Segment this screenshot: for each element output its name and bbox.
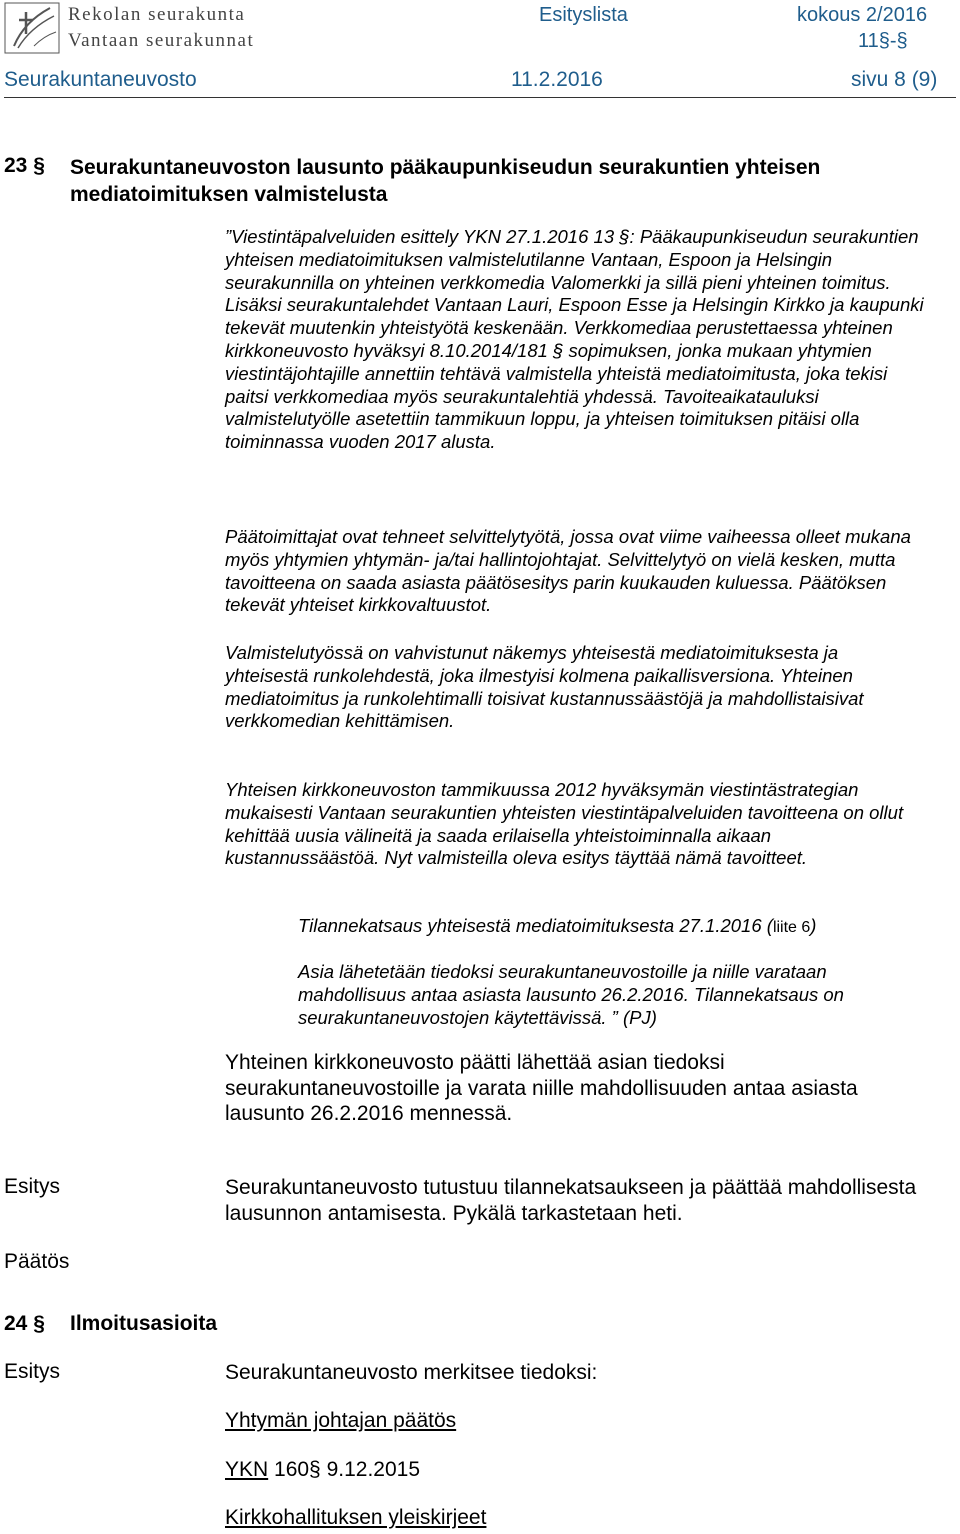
status-report-text: Tilannekatsaus yhteisestä mediatoimituksesta 27.1.2016 ( [298,915,773,936]
header-divider [4,97,956,98]
attachment-ref: liite 6 [772,919,811,936]
status-report-line [298,915,918,940]
section-23-title [70,154,820,208]
proposal-text: Seurakuntaneuvosto tutustuu tilannekatsaukseen ja päättää mahdollisesta lausunnon antamisesta. Pykälä tarkastetaan heti. [225,1176,917,1225]
section-23-title-line2: mediatoimituksen valmistelusta [70,183,388,206]
paragraph-editors: Päätoimittajat ovat tehneet selvittelytyötä, jossa ovat viime vaiheessa olleet mukana myös yhtymien yhtymän- ja/tai hallintojohtajat. Selvittelytyö on vielä kesken, mutta tavoitteena on saada asiasta päätösesitys parin kuukauden kuluessa. Päätöksen tekevät yhteiset kirkkovaltuustot. [225,526,911,616]
section-24-title: Ilmoitusasioita [70,1312,218,1335]
link-church-letters[interactable] [225,1506,486,1530]
status-report-close: ) [810,915,817,936]
link-director-decision[interactable] [225,1409,456,1433]
link-ykn[interactable]: YKN [225,1458,269,1481]
link-director-decision-text[interactable]: Yhtymän johtajan päätös [225,1409,457,1432]
meeting-date: 11.2.2016 [511,68,603,91]
notify-intro: Seurakuntaneuvosto merkitsee tiedoksi: [225,1361,598,1384]
paragraph-strategy: Yhteisen kirkkoneuvoston tammikuussa 2012 hyväksymän viestintästrategian mukaisesti Vantaan seurakuntien yhteisten viestintäpalveluiden tavoitteena on ollut kehittää uusia välineitä ja saada erilaisella yhteistoiminnalla aikaan kustannussäästöä. Nyt valmisteilla oleva esitys täyttää nämä tavoitteet. [225,779,904,869]
section-23-number: 23 § [4,154,45,177]
paragraph-presentation: ”Viestintäpalveluiden esittely YKN 27.1.2016 13 §: Pääkaupunkiseudun seurakuntien yhteisen mediatoimituksen valmistelutilanne Vantaan, Espoon ja Helsingin seurakunnilla on yhteinen verkkomedia Valomerkki ja sillä pieni yhteinen toimitus. Lisäksi seurakuntalehdet Vantaan Lauri, Espoon Esse ja Helsingin Kirkko ja kaupunki tekevät muutenkin yhteistyötä keskenään. Verkkomediaa perustettaessa yhteinen kirkkoneuvosto hyväksyi 8.10.2014/181 § sopimuksen, jonka mukaan yhtymien viestintäjohtajille annettiin tehtävä valmistella yhteistä mediatoimitusta, joka tekisi paitsi verkkomediaa myös seurakuntalehtiä yhdessä. Tavoiteaikatauluksi valmistelutyölle asetettiin tammikuun loppu, ja yhteisen toimituksen pitäisi olla toiminnassa vuoden 2017 alusta. [225,226,924,453]
doc-type: Esityslista [539,4,628,26]
section-range: 11§-§ [858,30,908,52]
page-number: sivu 8 (9) [851,68,938,91]
link-church-letters-text[interactable]: Kirkkohallituksen yleiskirjeet [225,1506,487,1529]
org-name-line1: Rekolan seurakunta [68,4,246,25]
section-23-title-line1: Seurakuntaneuvoston lausunto pääkaupunkiseudun seurakuntien yhteisen [70,156,821,179]
proposal-label-24: Esitys [4,1360,61,1383]
section-24-number: 24 § [4,1312,45,1335]
paragraph-decision-summary: Yhteinen kirkkoneuvosto päätti lähettää asian tiedoksi seurakuntaneuvostoille ja varata niille mahdollisuuden antaa asiasta lausunto 26.2.2016 mennessä. [225,1051,858,1125]
ykn-item [225,1458,420,1482]
org-name-line2: Vantaan seurakunnat [68,30,255,51]
ykn-item-rest: 160§ 9.12.2015 [268,1458,420,1481]
proposal-label: Esitys [4,1175,61,1198]
paragraph-preparation: Valmistelutyössä on vahvistunut näkemys yhteisestä mediatoimituksesta ja yhteisestä runkolehdestä, joka ilmestyisi kolmena paikallisversiona. Yhteinen mediatoimitus ja runkolehtimalli toisivat kustannussäästöjä ja mahdollistaisivat verkkomedian kehittämisen. [225,642,864,732]
meeting-number: kokous 2/2016 [797,4,928,26]
governing-body: Seurakuntaneuvosto [4,68,197,91]
paragraph-sent-for-info: Asia lähetetään tiedoksi seurakuntaneuvostoille ja niille varataan mahdollisuus antaa asiasta lausunto 26.2.2016. Tilannekatsaus on seurakuntaneuvostojen käytettävissä. ” (PJ) [298,961,844,1028]
decision-label: Päätös [4,1250,70,1273]
church-cross-logo-icon [4,2,60,54]
